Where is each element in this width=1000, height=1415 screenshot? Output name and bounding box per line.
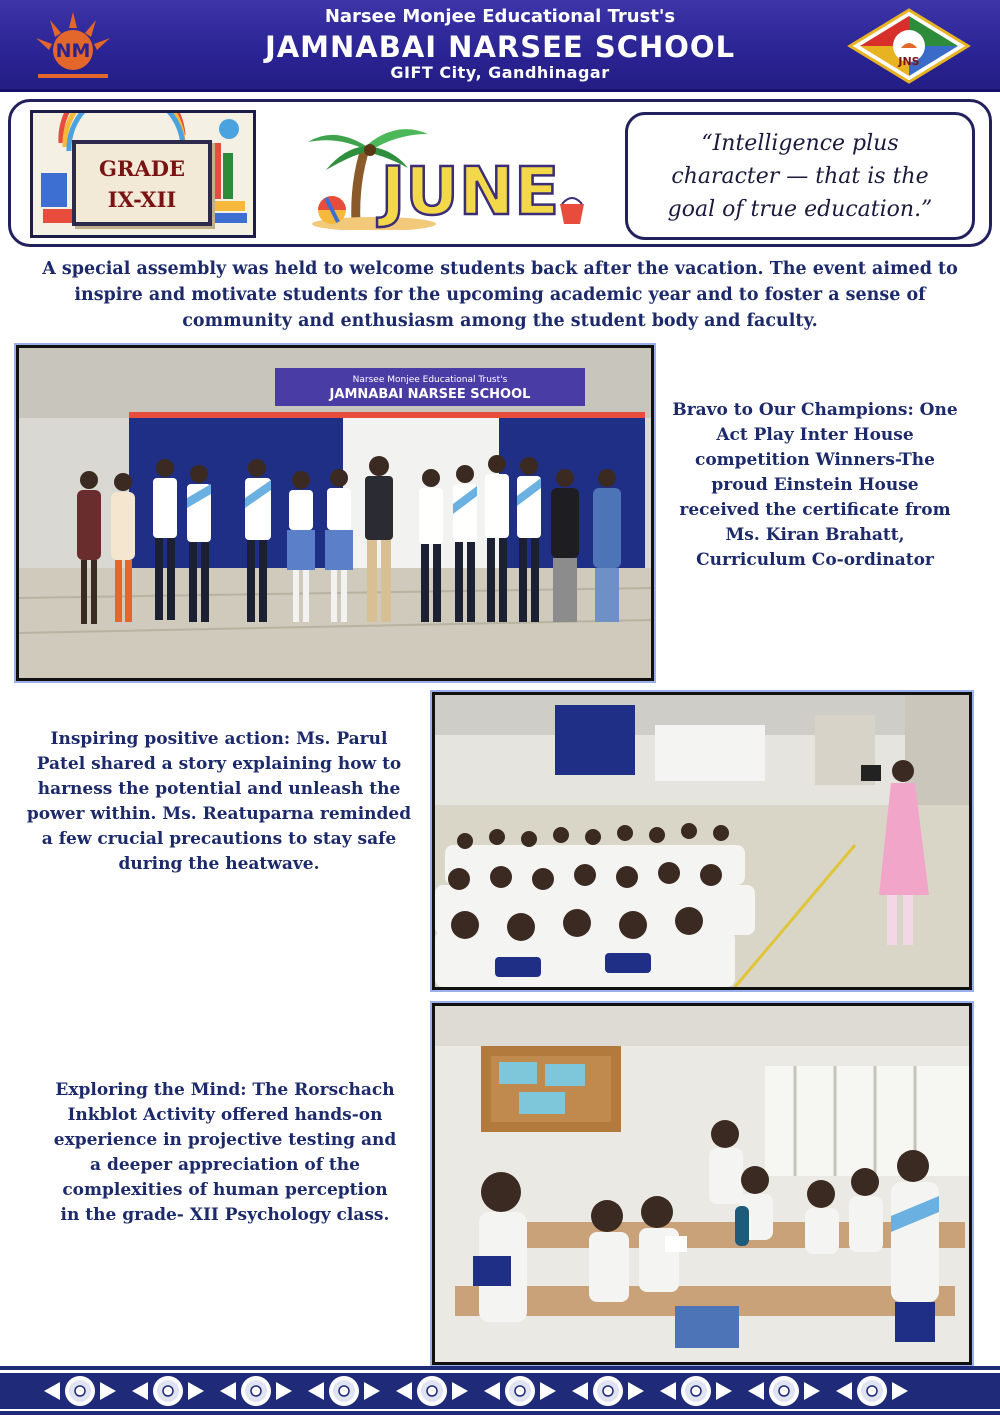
intro-paragraph: A special assembly was held to welcome students back after the vacation. The event aimed to inspire and motivate students for the upcoming academic year and to foster a sense of community and enthusiasm among the student body and faculty.: [42, 259, 958, 331]
school-header: [0, 0, 1000, 92]
quote-text: “Intelligence plus character — that is the goal of true education.”: [667, 130, 933, 222]
stage-banner-line-2: JAMNABAI NARSEE SCHOOL: [329, 387, 531, 402]
water-bottle: [735, 1206, 749, 1246]
june-month-text: JUNE: [380, 153, 560, 230]
caption-inkblot-activity: Exploring the Mind: The Rorschach Inkblot Activity offered hands-on experience in projective testing and a deeper appreciation of the complexities of human perception in the grade- XII Psychology class.: [53, 1080, 397, 1225]
caption-positive-action: Inspiring positive action: Ms. Parul Patel shared a story explaining how to harness the potential and unleash the power within. Ms. Reatuparna reminded a few crucial precautions to stay safe during the heatwave.: [26, 729, 412, 874]
grade-label: [72, 140, 212, 226]
school-name: JAMNABAI NARSEE SCHOOL: [264, 30, 736, 64]
stage-banner-line-1: Narsee Monjee Educational Trust's: [352, 375, 508, 385]
inkblot-card: [473, 1256, 511, 1286]
quote-box: [625, 112, 975, 240]
audience-group: [435, 823, 755, 987]
school-logo-right: [846, 8, 972, 84]
book: [675, 1306, 739, 1348]
caption-house-winners: Bravo to Our Champions: One Act Play Inter House competition Winners-The proud Einstein House received the certificate from Ms. Kiran Brahatt, Curriculum Co-ordinator: [672, 400, 958, 570]
photo-inkblot-activity: [432, 1003, 972, 1365]
logo-left-text: NM: [55, 40, 91, 62]
june-title-art: [304, 112, 604, 230]
school-city: GIFT City, Gandhinagar: [390, 63, 610, 82]
trust-name: Narsee Monjee Educational Trust's: [324, 6, 676, 27]
photo-assembly-audience: [432, 692, 972, 990]
grade-line-1: GRADE: [99, 156, 185, 181]
logo-right-text: JNS: [898, 55, 920, 68]
grade-line-2: IX-XII: [107, 187, 177, 212]
photo-house-winners: [16, 345, 654, 681]
palm-tree-icon: [356, 146, 366, 224]
decorative-footer: [0, 1366, 1000, 1415]
